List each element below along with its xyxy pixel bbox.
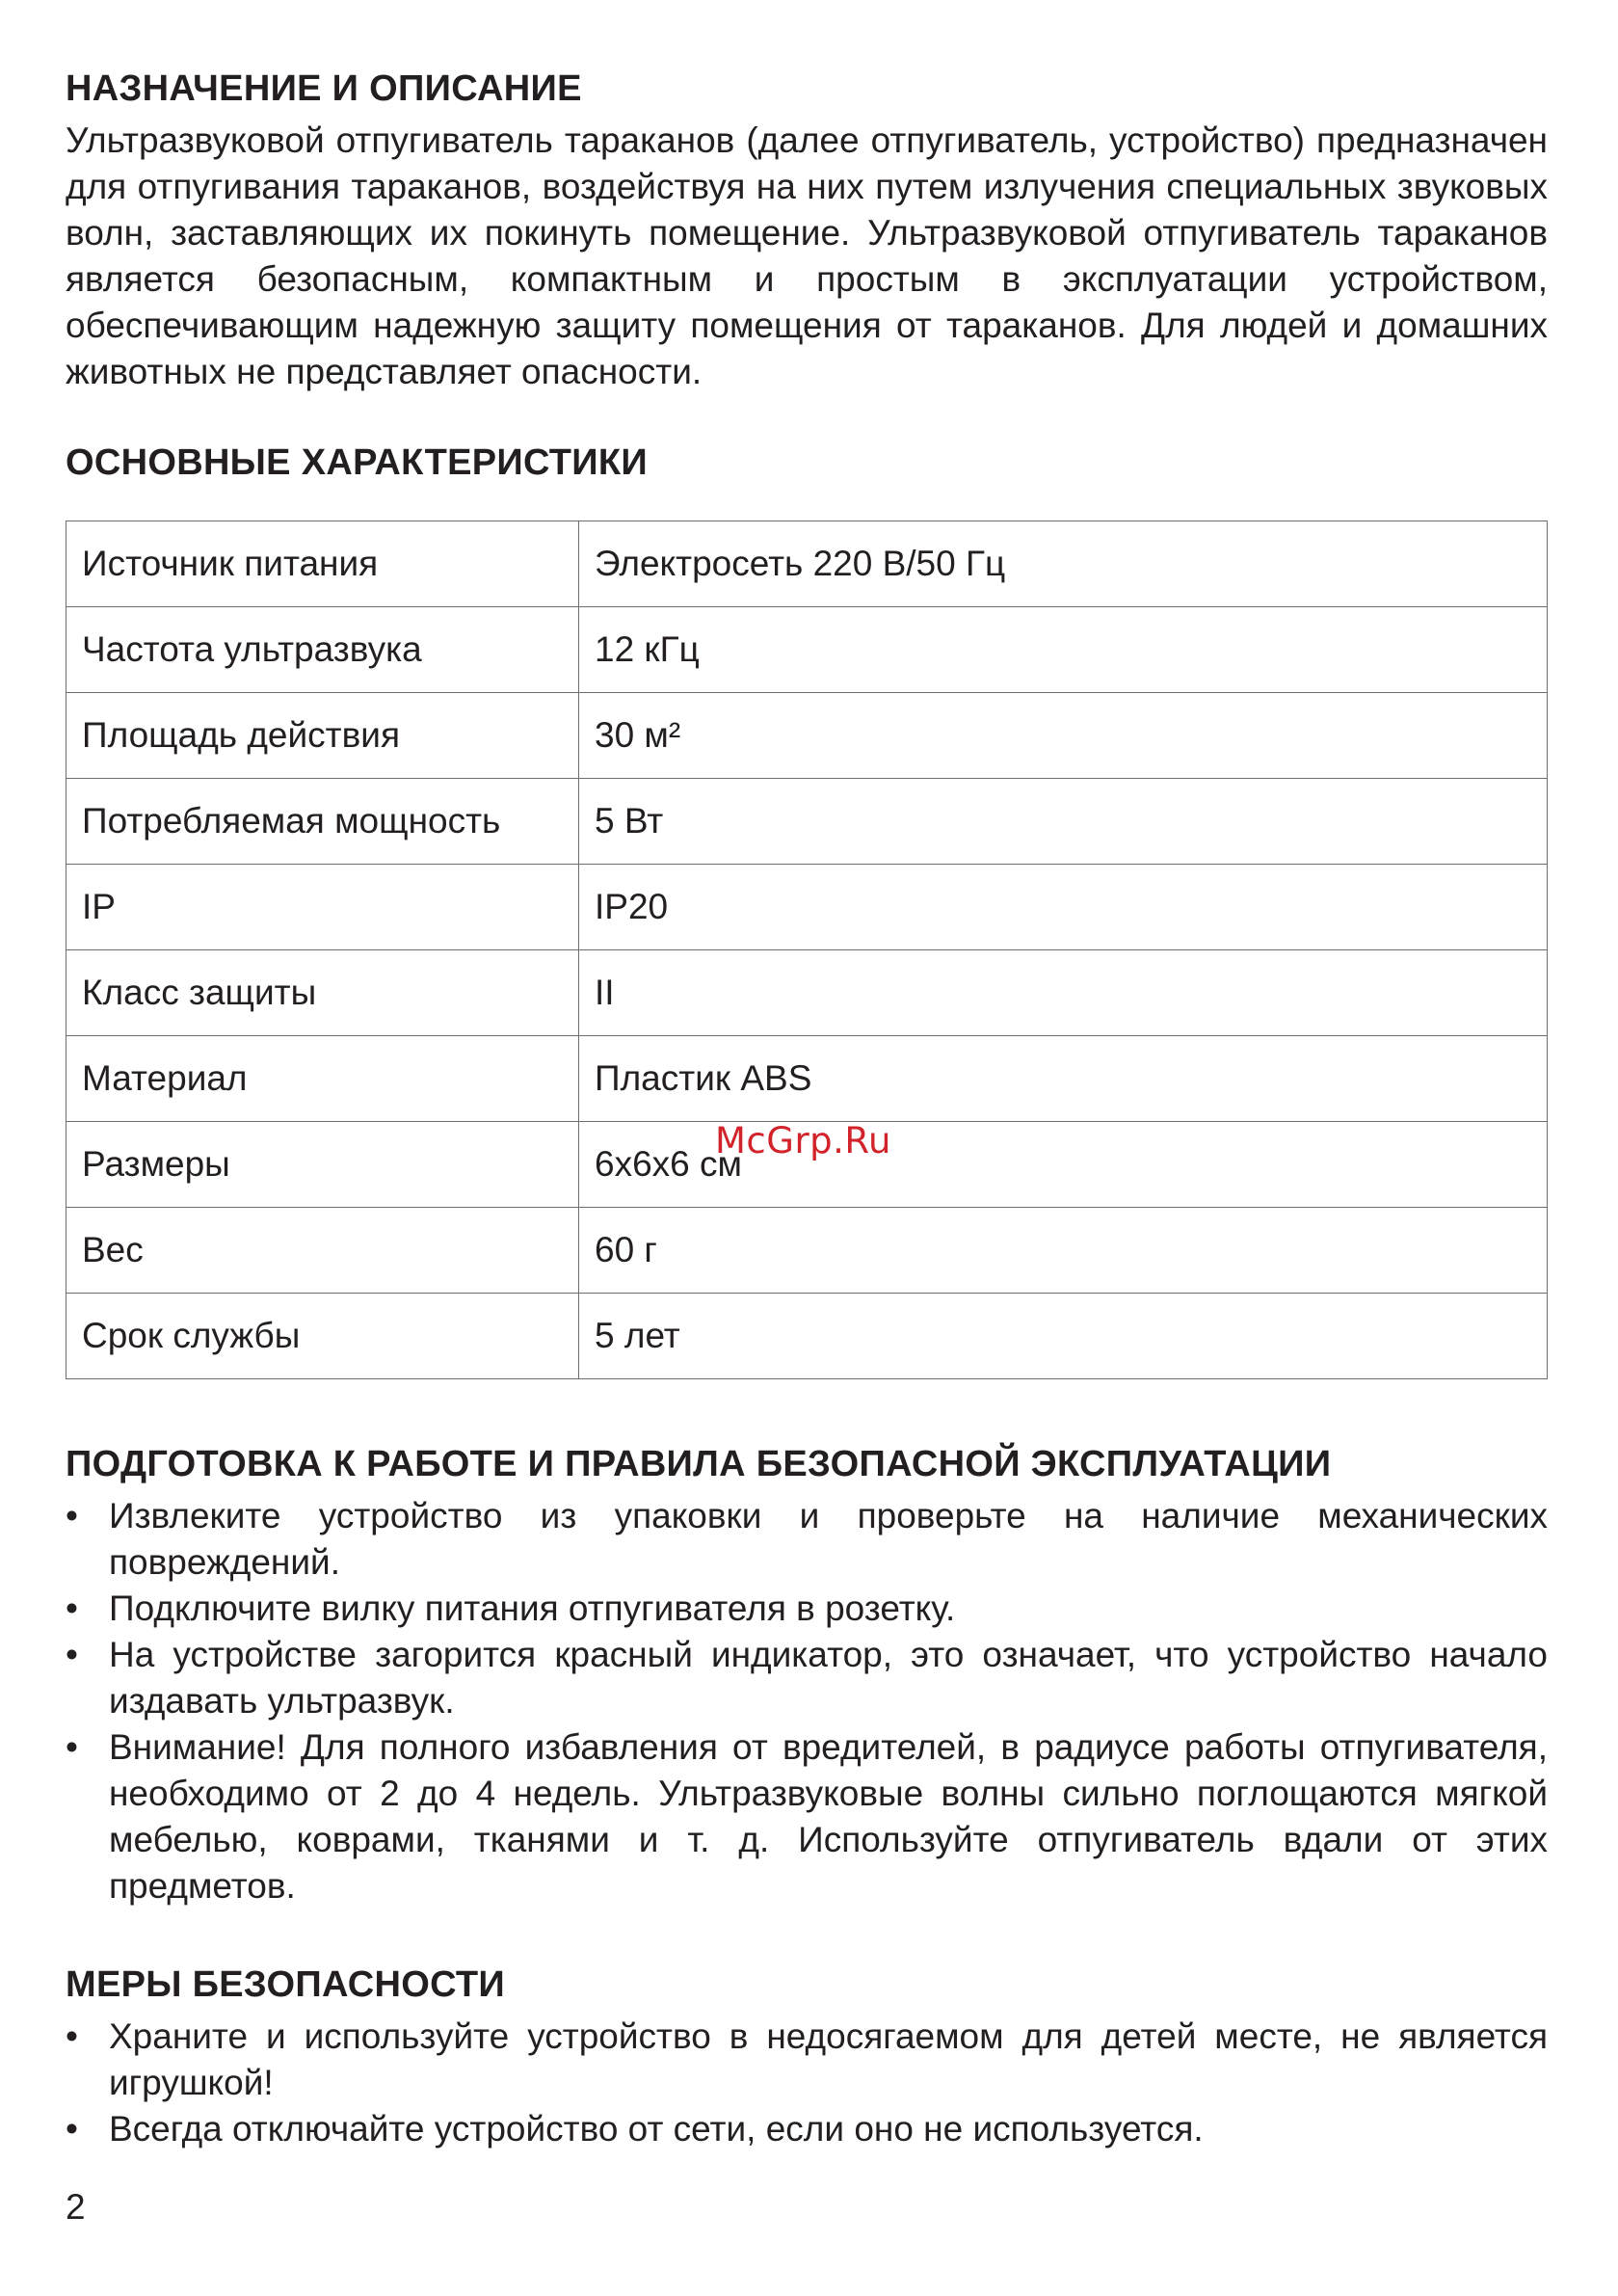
spec-name: Материал [66, 1036, 579, 1122]
list-item [66, 1586, 1548, 1632]
table-row [66, 693, 1548, 779]
description-text: Ультразвуковой отпугиватель тараканов (далее отпугиватель, устройство) предназначен для отпугивания тараканов, воздействуя на них путем излучения специальных звуковых волн, заставляющих их покинуть помещение. Ультразвуковой отпугиватель тараканов является безопасным, компактным и простым в эксплуатации устройством, обеспечивающим надежную защиту помещения от тараканов. Для людей и домашних животных не представляет опасности. [66, 120, 1548, 391]
page-number: 2 [66, 2187, 86, 2227]
table-row [66, 950, 1548, 1036]
spec-name: IP [66, 865, 579, 950]
bullet-icon: • [66, 1589, 78, 1628]
safety-heading: МЕРЫ БЕЗОПАСНОСТИ [66, 1964, 505, 2005]
spec-value: Пластик ABS [579, 1036, 1548, 1122]
list-item-text: Извлеките устройство из упаковки и проверьте на наличие механических повреждений. [109, 1496, 1548, 1582]
bullet-icon: • [66, 1635, 78, 1674]
list-item-text: Всегда отключайте устройство от сети, если оно не используется. [109, 2109, 1204, 2149]
table-row [66, 865, 1548, 950]
description-heading: НАЗНАЧЕНИЕ И ОПИСАНИЕ [66, 68, 582, 109]
spec-value: 30 м² [579, 693, 1548, 779]
table-row [66, 1294, 1548, 1379]
list-item-text: Храните и используйте устройство в недосягаемом для детей месте, не является игрушкой! [109, 2016, 1548, 2102]
table-row [66, 1208, 1548, 1294]
bullet-icon: • [66, 2109, 78, 2149]
spec-value: 5 Вт [579, 779, 1548, 865]
list-item [66, 1493, 1548, 1586]
spec-value: 60 г [579, 1208, 1548, 1294]
spec-value: Электросеть 220 В/50 Гц [579, 521, 1548, 607]
list-item [66, 2014, 1548, 2106]
list-item-text: Внимание! Для полного избавления от вредителей, в радиусе работы отпугивателя, необходимо от 2 до 4 недель. Ультразвуковые волны сильно поглощаются мягкой мебелью, коврами, тканями и т. д. Используйте отпугиватель вдали от этих предметов. [109, 1727, 1548, 1906]
preparation-heading: ПОДГОТОВКА К РАБОТЕ И ПРАВИЛА БЕЗОПАСНОЙ ЭКСПЛУАТАЦИИ [66, 1444, 1332, 1484]
spec-name: Размеры [66, 1122, 579, 1208]
document-page [66, 60, 1548, 2152]
table-row [66, 521, 1548, 607]
table-row [66, 607, 1548, 693]
bullet-icon: • [66, 1496, 78, 1535]
bullet-icon: • [66, 2016, 78, 2056]
table-row [66, 1036, 1548, 1122]
spec-value: 6х6х6 см [579, 1122, 1548, 1208]
spec-value: 5 лет [579, 1294, 1548, 1379]
spec-name: Срок службы [66, 1294, 579, 1379]
spec-name: Вес [66, 1208, 579, 1294]
list-item-text: Подключите вилку питания отпугивателя в розетку. [109, 1589, 956, 1628]
table-row [66, 779, 1548, 865]
spec-value: 12 кГц [579, 607, 1548, 693]
spec-name: Класс защиты [66, 950, 579, 1036]
spec-name: Источник питания [66, 521, 579, 607]
spec-name: Частота ультразвука [66, 607, 579, 693]
list-item-text: На устройстве загорится красный индикатор, это означает, что устройство начало издавать ультразвук. [109, 1635, 1548, 1721]
specs-table [66, 521, 1548, 1379]
spec-name: Площадь действия [66, 693, 579, 779]
list-item [66, 2106, 1548, 2152]
list-item [66, 1724, 1548, 1909]
spec-value: IP20 [579, 865, 1548, 950]
bullet-icon: • [66, 1727, 78, 1767]
safety-list [66, 2014, 1548, 2152]
list-item [66, 1632, 1548, 1724]
spec-name: Потребляемая мощность [66, 779, 579, 865]
specs-heading: ОСНОВНЫЕ ХАРАКТЕРИСТИКИ [66, 442, 649, 483]
spec-value: II [579, 950, 1548, 1036]
watermark: McGrp.Ru [715, 1120, 891, 1161]
preparation-list [66, 1493, 1548, 1909]
